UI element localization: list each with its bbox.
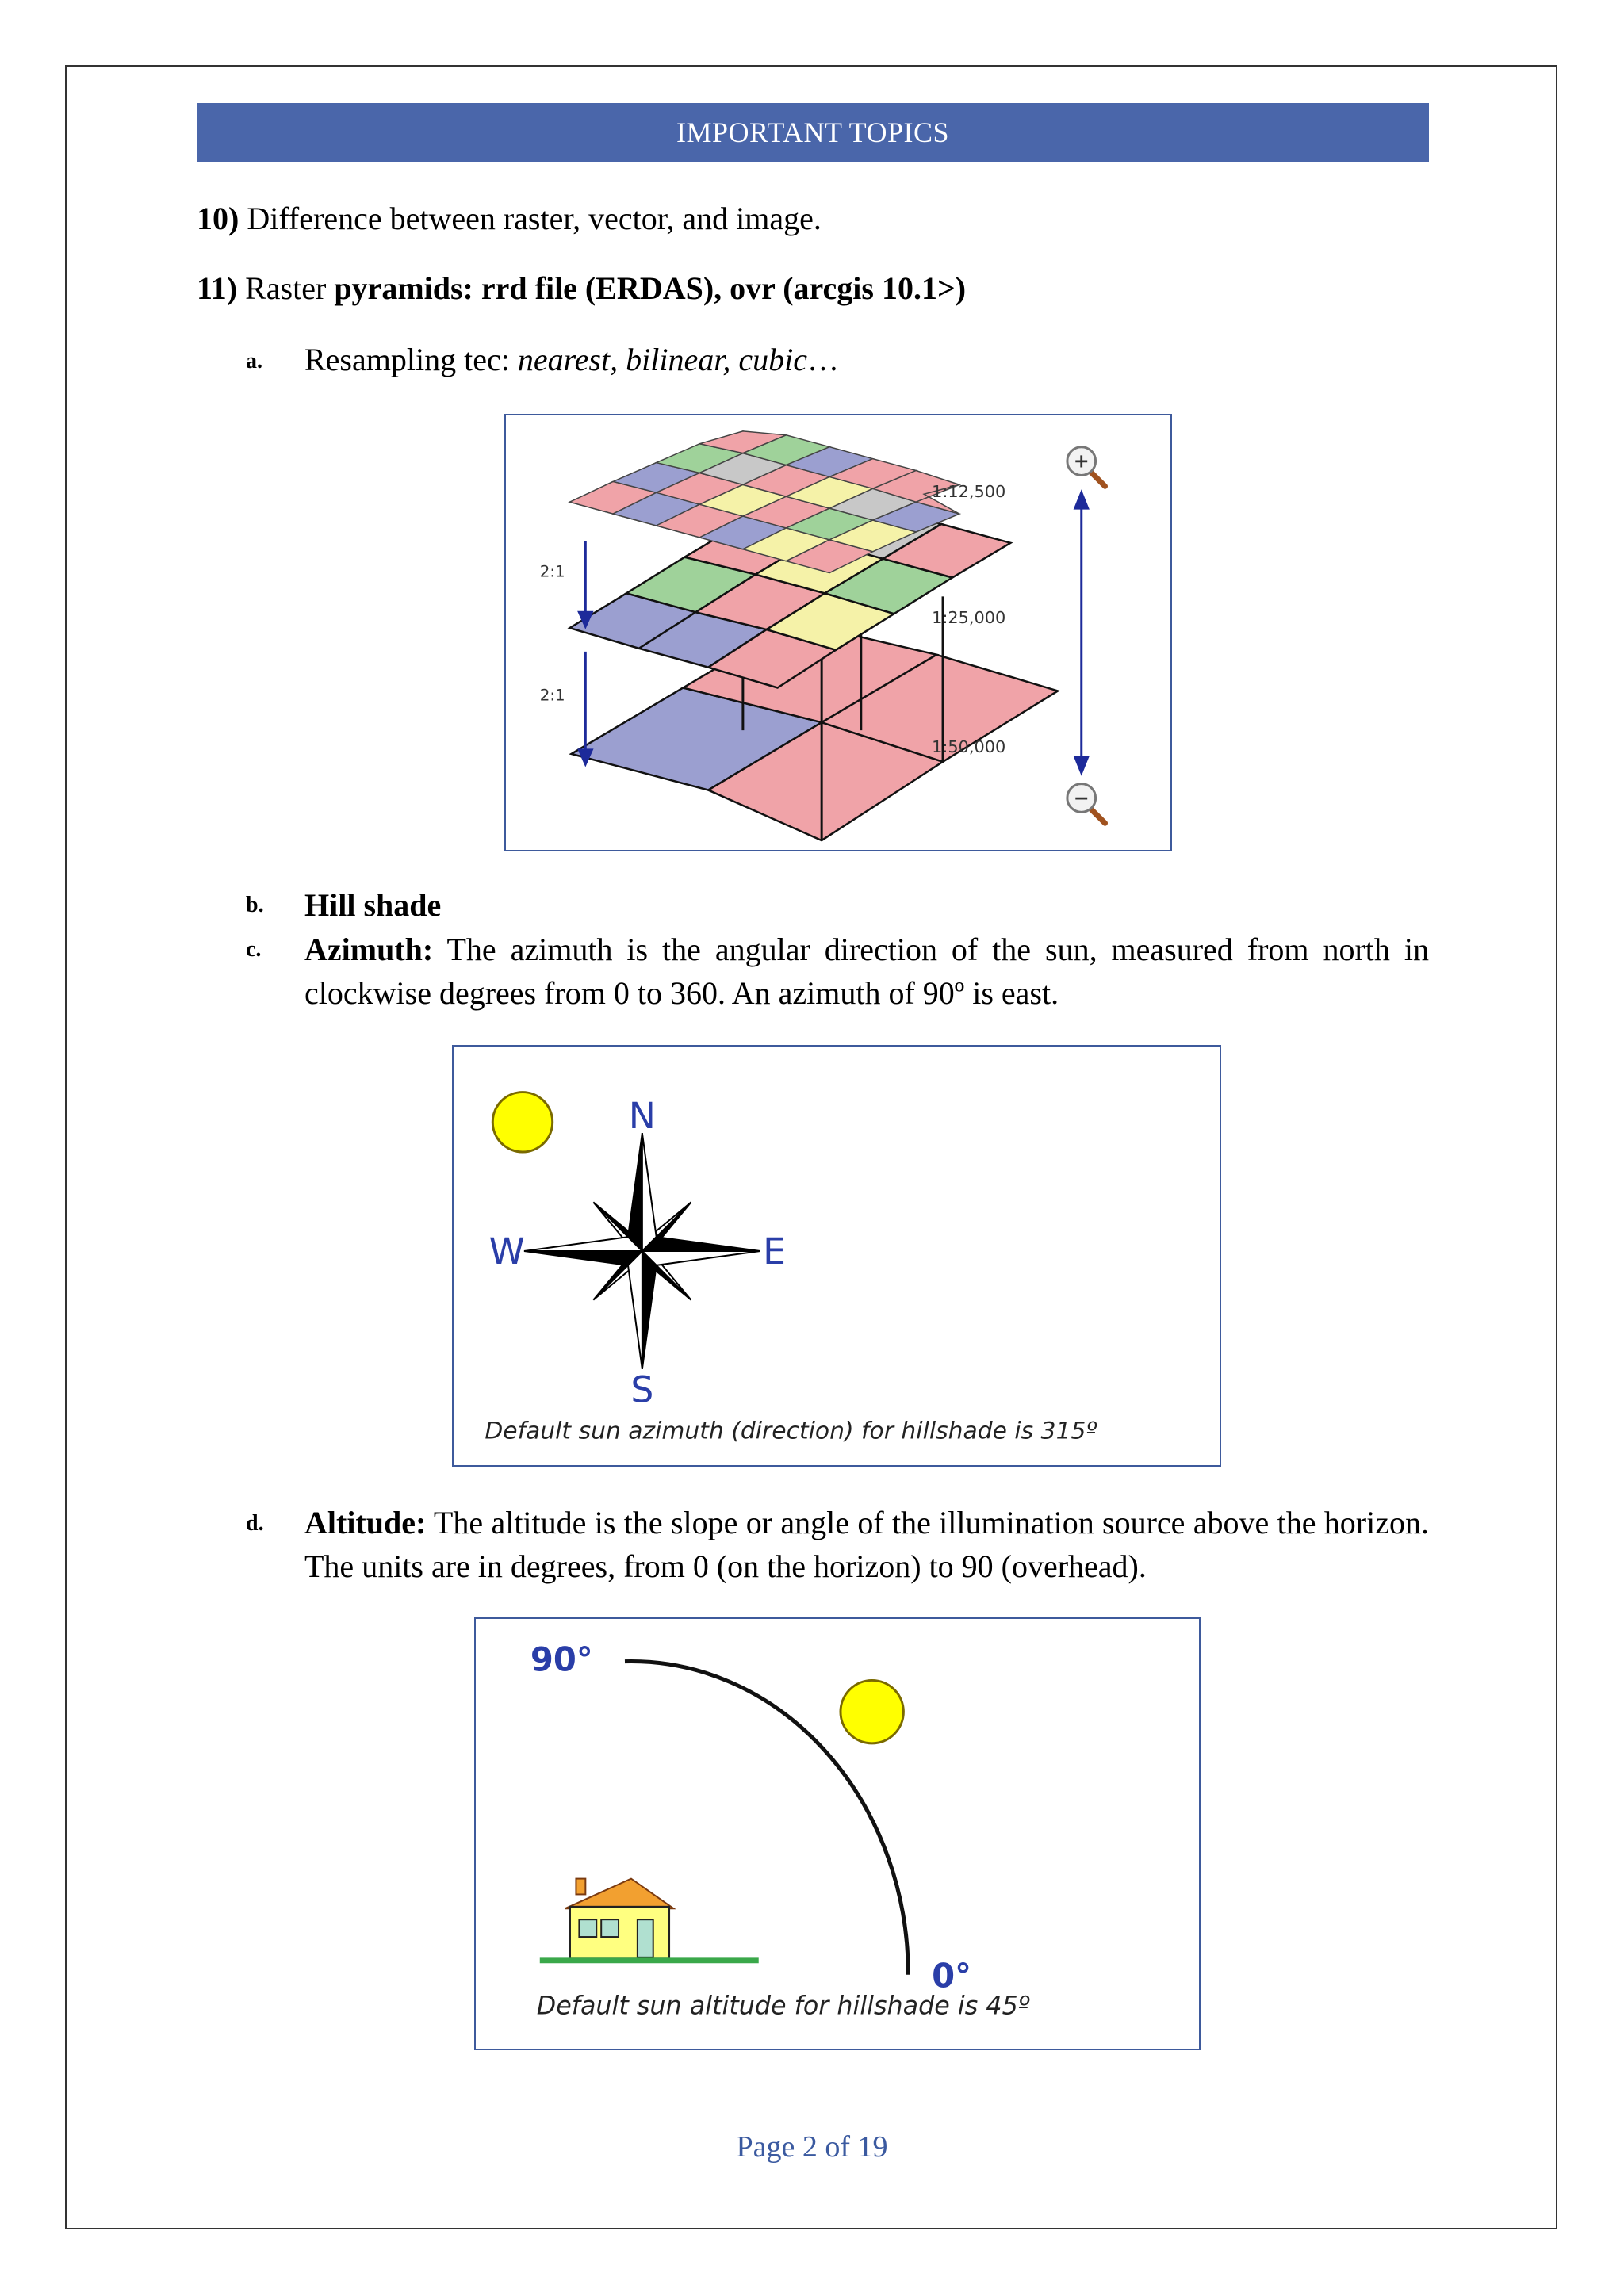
subitem-d-bold: Altitude: xyxy=(304,1505,427,1540)
subitem-b-text: Hill shade xyxy=(304,887,442,923)
subitem-c-letter: c. xyxy=(246,937,262,962)
subitem-d-letter: d. xyxy=(246,1511,264,1536)
subitem-a-trail: … xyxy=(806,342,839,377)
compass-west-label: W xyxy=(488,1230,525,1272)
altitude-caption: Default sun altitude for hillshade is 45º xyxy=(536,1992,1030,2021)
subitem-d-paragraph xyxy=(304,1501,1429,1588)
zoom-in-icon xyxy=(1067,447,1105,487)
sun-icon xyxy=(841,1680,903,1743)
house-icon xyxy=(565,1879,674,1959)
subitem-c-text: The azimuth is the angular direction of the sun, measured from north in clockwise degrees from 0 to 360. An azimuth of 90º is east. xyxy=(304,932,1429,1011)
subitem-c-bold: Azimuth: xyxy=(304,932,434,967)
svg-text:−: − xyxy=(1073,786,1090,809)
azimuth-figure xyxy=(452,1045,1221,1467)
subitem-a xyxy=(304,339,839,381)
pyramid-figure xyxy=(504,414,1172,851)
subitem-a-text: Resampling tec: xyxy=(304,342,518,377)
compass-north-label: N xyxy=(628,1095,656,1138)
zoom-out-icon xyxy=(1067,784,1105,824)
item-11-bold: pyramids: rrd file (ERDAS), ovr (arcgis 10.1>) xyxy=(334,270,967,306)
item-11-number: 11) xyxy=(197,270,238,306)
compass-east-label: E xyxy=(763,1230,787,1272)
pyramid-scale-1: 1:12,500 xyxy=(932,482,1006,502)
item-11 xyxy=(197,268,966,309)
subitem-a-letter: a. xyxy=(246,349,262,373)
svg-text:+: + xyxy=(1073,450,1090,473)
item-10 xyxy=(197,198,822,239)
altitude-figure xyxy=(474,1617,1201,2050)
compass-south-label: S xyxy=(630,1368,654,1411)
pyramid-diagram xyxy=(506,415,1170,850)
pyramid-ratio-1: 2:1 xyxy=(539,562,565,581)
subitem-a-italic: nearest, bilinear, cubic xyxy=(517,342,807,377)
altitude-diagram xyxy=(476,1619,1199,2049)
page-header: IMPORTANT TOPICS xyxy=(197,103,1429,162)
pyramid-ratio-2: 2:1 xyxy=(539,686,565,705)
compass-rose-icon xyxy=(524,1133,760,1369)
pyramid-scale-3: 1:50,000 xyxy=(932,737,1006,756)
sun-icon xyxy=(492,1093,552,1152)
altitude-top-label: 90° xyxy=(530,1640,593,1679)
page-number: Page 2 of 19 xyxy=(736,2130,888,2164)
pyramid-scale-2: 1:25,000 xyxy=(932,608,1006,628)
subitem-b-letter: b. xyxy=(246,893,264,917)
item-10-number: 10) xyxy=(197,201,239,236)
altitude-bottom-label: 0° xyxy=(932,1956,971,1996)
compass-diagram xyxy=(454,1047,1220,1465)
azimuth-caption: Default sun azimuth (direction) for hillshade is 315º xyxy=(485,1417,1097,1445)
subitem-c-paragraph xyxy=(304,928,1429,1015)
item-11-lead: Raster xyxy=(245,270,335,306)
item-10-text: Difference between raster, vector, and image. xyxy=(247,201,822,236)
subitem-d-text: The altitude is the slope or angle of the illumination source above the horizon. The units are in degrees, from 0 (on the horizon) to 90 (overhead). xyxy=(304,1505,1429,1584)
